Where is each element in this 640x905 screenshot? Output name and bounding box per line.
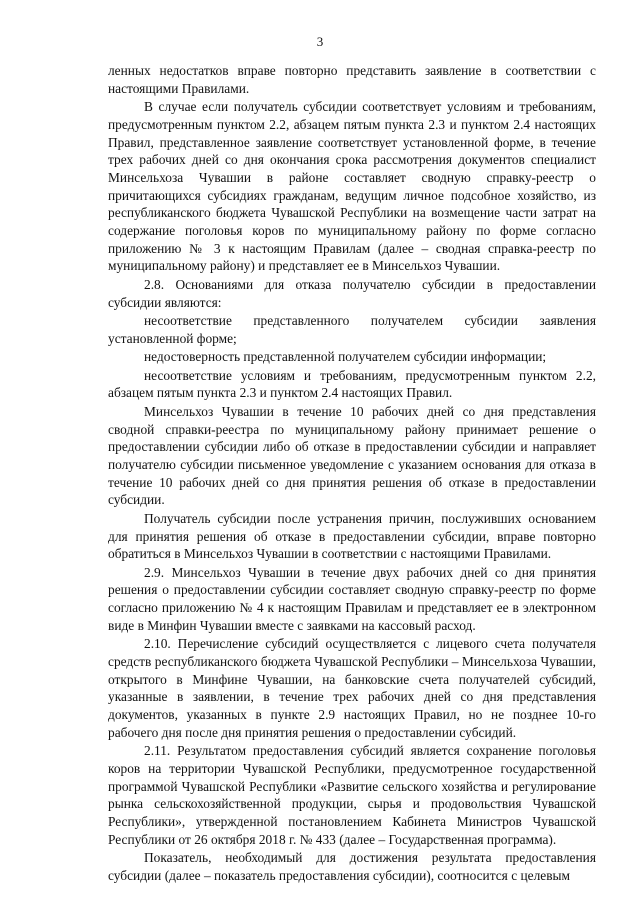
paragraph-continuation: ленных недостатков вправе повторно представить заявление в соответствии с настоящими Правилами. [108,63,596,96]
paragraph-2-8-refusal-grounds: 2.8. Основаниями для отказа получателю субсидии в предоставлении субсидии являются: [108,276,596,310]
paragraph-2-9-registry-to-minfin: 2.9. Минсельхоз Чувашии в течение двух рабочих дней со дня принятия решения о предоставлении субсидии составляет сводную справку-реестр по форме согласно приложению № 4 к настоящим Правилам и представляет ее в электронном виде в Минфин Чувашии вместе с заявками на кассовый расход. [108,564,596,633]
paragraph-ground-conditions-mismatch: несоответствие условиям и требованиям, предусмотренным пунктом 2.2, абзацем пятым пункта 2.3 и пунктом 2.4 настоящих Правил. [108,367,596,401]
page-number: 3 [316,34,324,49]
paragraph-repeat-application: Получатель субсидии после устранения причин, послуживших основанием для принятия решения об отказе в предоставлении субсидии, вправе повторно обратиться в Минсельхоз Чувашии в соответствии с настоящими Правилами. [108,510,596,562]
paragraph-ground-unreliable-info: недостоверность представленной получателем субсидии информации; [144,349,547,365]
paragraph-decision-notification: Минсельхоз Чувашии в течение 10 рабочих дней со дня представления сводной справки-реестра по муниципальному району принимает решение о предоставлении субсидии либо об отказе в предоставлении субсидии и направляет получателю субсидии письменное уведомление с указанием основания для отказа в течение 10 рабочих дней со дня принятия решения об отказе в предоставлении субсидии. [108,403,596,508]
paragraph-2-10-transfer: 2.10. Перечисление субсидий осуществляется с лицевого счета получателя средств республиканского бюджета Чувашской Республики – Минсельхоза Чувашии, открытого в Минфине Чувашии, на банковские счета получателей субсидий, указанные в заявлении, в течение трех рабочих дней со дня представления документов, указанных в пункте 2.9 настоящих Правил, но не позднее 10-го рабочего дня после дня принятия решения о предоставлении субсидий. [108,636,596,740]
paragraph-2-11-result: 2.11. Результатом предоставления субсидий является сохранение поголовья коров на территории Чувашской Республики, предусмотренное государственной программой Чувашской Республики «Развитие сельского хозяйства и регулирование рынка сельскохозяйственной продукции, сырья и продовольствия Чувашской Республики», утвержденной постановлением Кабинета Министров Чувашской Республики от 26 октября 2018 г. № 433 (далее – Государственная программа). [108,743,596,847]
document-body [108,62,596,885]
paragraph-indicator: Показатель, необходимый для достижения результата предоставления субсидии (далее – показатель предоставления субсидии), соотносится с целевым [108,850,596,883]
paragraph-registry-compilation: В случае если получатель субсидии соответствует условиям и требованиям, предусмотренным пунктом 2.2, абзацем пятым пункта 2.3 и пунктом 2.4 настоящих Правил, представленное заявление соответствует установленной форме, в течение трех рабочих дней со дня окончания срока рассмотрения документов специалист Минсельхоза Чувашии в районе составляет сводную справку-реестр о причитающихся субсидиях гражданам, ведущим личное подсобное хозяйство, из республиканского бюджета Чувашской Республики на возмещение части затрат на содержание поголовья коров по муниципальному району по форме согласно приложению № 3 к настоящим Правилам (далее – сводная справка-реестр по муниципальному району) и представляет ее в Минсельхоз Чувашии. [108,99,596,274]
paragraph-ground-form-mismatch: несоответствие представленного получателем субсидии заявления установленной форме; [108,313,596,346]
